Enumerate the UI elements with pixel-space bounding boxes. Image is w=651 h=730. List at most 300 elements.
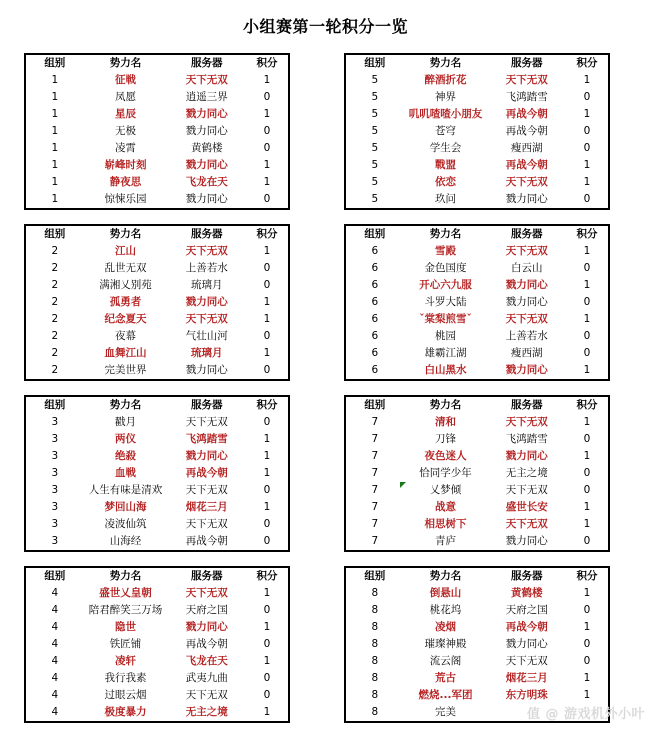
faction-name-cell: 流云阁: [429, 655, 462, 667]
score-cell: 1: [263, 159, 271, 171]
column-header: 积分: [256, 57, 278, 69]
server-cell: 盛世长安: [505, 501, 548, 513]
faction-name-cell: 金色国度: [424, 262, 467, 274]
server-cell: 再战今朝: [505, 108, 548, 120]
group-cell: 6: [371, 279, 379, 291]
faction-name-cell: 夜色迷人: [424, 450, 467, 462]
group-cell: 4: [51, 604, 59, 616]
table-row: [346, 311, 608, 328]
server-cell: 戮力同心: [505, 296, 548, 308]
group-cell: 4: [51, 638, 59, 650]
table-row: [26, 619, 288, 636]
score-cell: 0: [583, 467, 591, 479]
score-cell: 1: [583, 416, 591, 428]
group-cell: 5: [371, 176, 379, 188]
group-cell: 2: [51, 262, 59, 274]
table-row: [26, 362, 288, 379]
group-cell: 2: [51, 245, 59, 257]
score-cell: 0: [263, 193, 271, 205]
server-cell: 戮力同心: [185, 296, 228, 308]
faction-name-cell: 战意: [435, 501, 457, 513]
table-row: [26, 653, 288, 670]
faction-name-cell: 夜幕: [115, 330, 137, 342]
score-cell: 0: [263, 484, 271, 496]
group-cell: 8: [371, 672, 379, 684]
score-cell: 1: [583, 501, 591, 513]
score-cell: 1: [583, 587, 591, 599]
server-cell: 天下无双: [185, 416, 228, 428]
table-row: [26, 328, 288, 345]
table-row: [346, 465, 608, 482]
faction-name-cell: 凤愿: [115, 91, 137, 103]
faction-name-cell: 隐世: [115, 621, 137, 633]
score-cell: 0: [583, 91, 591, 103]
score-cell: 1: [263, 587, 271, 599]
score-cell: 0: [263, 125, 271, 137]
score-cell: 1: [263, 296, 271, 308]
column-header: 势力名: [109, 399, 142, 411]
server-cell: 天府之国: [185, 604, 228, 616]
column-header: 积分: [576, 570, 598, 582]
faction-name-cell: 凌波仙筑: [104, 518, 147, 530]
group-table: [344, 224, 610, 381]
table-row: [26, 533, 288, 550]
table-row: [346, 431, 608, 448]
score-cell: 1: [583, 176, 591, 188]
server-cell: 戮力同心: [185, 621, 228, 633]
server-cell: 天下无双: [505, 313, 548, 325]
header-row: [26, 397, 288, 414]
group-cell: 5: [371, 142, 379, 154]
group-cell: 2: [51, 347, 59, 359]
table-row: [26, 687, 288, 704]
table-row: [346, 328, 608, 345]
group-cell: 2: [51, 296, 59, 308]
server-cell: 琉璃月: [191, 347, 223, 359]
faction-name-cell: 陪君醉笑三万场: [88, 604, 163, 616]
score-cell: 0: [263, 638, 271, 650]
table-row: [346, 602, 608, 619]
faction-name-cell: 桃园: [435, 330, 457, 342]
faction-name-cell: 雄霸江湖: [424, 347, 467, 359]
group-cell: 6: [371, 296, 379, 308]
faction-name-cell: 我行我素: [104, 672, 147, 684]
score-cell: 0: [263, 142, 271, 154]
faction-name-cell: 神界: [435, 91, 457, 103]
group-table: [24, 224, 290, 381]
group-cell: 1: [51, 91, 59, 103]
group-cell: 1: [51, 142, 59, 154]
column-header: 势力名: [429, 57, 462, 69]
table-row: [346, 191, 608, 208]
column-header: 服务器: [511, 228, 543, 240]
table-row: [26, 260, 288, 277]
standings-table: [26, 55, 288, 208]
score-cell: 1: [263, 108, 271, 120]
table-row: [346, 653, 608, 670]
column-header: 势力名: [109, 228, 142, 240]
server-cell: 再战今朝: [185, 638, 228, 650]
standings-table: [26, 568, 288, 721]
score-cell: 0: [583, 604, 591, 616]
table-row: [346, 123, 608, 140]
table-row: [26, 157, 288, 174]
server-cell: 武夷九曲: [185, 672, 228, 684]
header-row: [26, 568, 288, 585]
header-row: [346, 397, 608, 414]
score-cell: 0: [263, 330, 271, 342]
faction-name-cell: 桃花坞: [429, 604, 462, 616]
table-row: [346, 345, 608, 362]
table-row: [26, 585, 288, 602]
score-cell: 1: [583, 672, 591, 684]
group-cell: 5: [371, 159, 379, 171]
faction-name-cell: 斗罗大陆: [424, 296, 467, 308]
faction-name-cell: 人生有味是清欢: [88, 484, 163, 496]
server-cell: 天下无双: [505, 416, 548, 428]
score-cell: 1: [583, 364, 591, 376]
table-row: [26, 123, 288, 140]
server-cell: 天下无双: [505, 484, 548, 496]
table-row: [346, 243, 608, 260]
table-row: [26, 482, 288, 499]
server-cell: 天下无双: [505, 655, 548, 667]
table-row: [346, 585, 608, 602]
faction-name-cell: 凌轩: [115, 655, 137, 667]
column-header: 势力名: [429, 228, 462, 240]
faction-name-cell: 凌烟: [435, 621, 457, 633]
server-cell: 飞龙在天: [185, 176, 228, 188]
server-cell: 飞鸿踏雪: [505, 433, 548, 445]
score-cell: 1: [583, 518, 591, 530]
group-cell: 8: [371, 621, 379, 633]
group-cell: 1: [51, 108, 59, 120]
group-cell: 3: [51, 501, 59, 513]
faction-name-cell: 刀锋: [435, 433, 457, 445]
score-cell: 0: [263, 91, 271, 103]
standings-table: [346, 568, 608, 721]
group-cell: 6: [371, 364, 379, 376]
column-header: 服务器: [511, 570, 543, 582]
faction-name-cell: 完美: [435, 706, 457, 718]
page-title: 小组赛第一轮积分一览: [242, 17, 408, 36]
faction-name-cell: 血舞江山: [104, 347, 147, 359]
server-cell: 飞龙在天: [185, 655, 228, 667]
score-cell: 1: [583, 279, 591, 291]
score-cell: 1: [263, 433, 271, 445]
score-cell: 1: [583, 108, 591, 120]
column-header: 服务器: [191, 228, 223, 240]
column-header: 组别: [44, 399, 66, 411]
server-cell: 黄鹤楼: [511, 587, 543, 599]
group-cell: 4: [51, 689, 59, 701]
table-row: [26, 414, 288, 431]
score-cell: 0: [263, 262, 271, 274]
score-cell: 0: [583, 535, 591, 547]
table-row: [346, 72, 608, 89]
server-cell: 白云山: [511, 262, 543, 274]
column-header: 积分: [256, 399, 278, 411]
server-cell: 烟花三月: [505, 672, 548, 684]
table-row: [346, 533, 608, 550]
server-cell: 再战今朝: [505, 159, 548, 171]
group-cell: 4: [51, 655, 59, 667]
server-cell: 戮力同心: [185, 108, 228, 120]
table-row: [26, 704, 288, 721]
group-cell: 8: [371, 655, 379, 667]
header-row: [26, 226, 288, 243]
server-cell: 天下无双: [185, 245, 228, 257]
group-cell: 7: [371, 450, 379, 462]
faction-name-cell: 璀璨神殿: [424, 638, 467, 650]
group-cell: 2: [51, 330, 59, 342]
faction-name-cell: 凌霄: [115, 142, 137, 154]
watermark: 值 @ 游戏机外小叶: [526, 707, 645, 722]
score-cell: 0: [583, 193, 591, 205]
group-table: [344, 53, 610, 210]
table-row: [26, 140, 288, 157]
group-cell: 5: [371, 193, 379, 205]
standings-table: [346, 55, 608, 208]
table-row: [26, 431, 288, 448]
table-row: [346, 157, 608, 174]
server-cell: 戮力同心: [505, 364, 548, 376]
server-cell: 戮力同心: [185, 193, 228, 205]
faction-name-cell: 绝殺: [115, 450, 137, 462]
faction-name-cell: 清和: [435, 416, 457, 428]
table-row: [346, 294, 608, 311]
group-table: [24, 566, 290, 723]
faction-name-cell: 相思树下: [424, 518, 467, 530]
column-header: 积分: [576, 228, 598, 240]
group-cell: 3: [51, 433, 59, 445]
score-cell: 0: [263, 416, 271, 428]
faction-name-cell: 白山黑水: [424, 364, 467, 376]
column-header: 势力名: [429, 399, 462, 411]
group-cell: 6: [371, 245, 379, 257]
group-cell: 5: [371, 91, 379, 103]
column-header: 组别: [364, 228, 386, 240]
group-cell: 6: [371, 347, 379, 359]
faction-name-cell: 过眼云烟: [104, 689, 147, 701]
faction-name-cell: 纪念夏天: [104, 313, 147, 325]
group-cell: 6: [371, 313, 379, 325]
server-cell: 上善若水: [185, 262, 228, 274]
group-cell: 1: [51, 193, 59, 205]
column-header: 组别: [44, 57, 66, 69]
score-cell: 0: [583, 347, 591, 359]
server-cell: 天下无双: [505, 518, 548, 530]
group-cell: 3: [51, 450, 59, 462]
group-table: [344, 566, 610, 723]
group-cell: 8: [371, 689, 379, 701]
server-cell: 再战今朝: [505, 621, 548, 633]
group-cell: 4: [51, 672, 59, 684]
faction-name-cell: 惊悚乐园: [104, 193, 147, 205]
server-cell: 东方明珠: [505, 689, 548, 701]
score-cell: 1: [263, 706, 271, 718]
server-cell: 戮力同心: [185, 125, 228, 137]
group-cell: 8: [371, 587, 379, 599]
faction-name-cell: 苍穹: [435, 125, 457, 137]
table-row: [346, 362, 608, 379]
server-cell: 瘦西湖: [511, 347, 543, 359]
faction-name-cell: 雪殿: [435, 245, 457, 257]
table-row: [26, 448, 288, 465]
table-row: [346, 106, 608, 123]
server-cell: 黄鹤楼: [191, 142, 223, 154]
group-cell: 8: [371, 638, 379, 650]
server-cell: 天下无双: [505, 176, 548, 188]
score-cell: 0: [263, 535, 271, 547]
faction-name-cell: 乱世无双: [104, 262, 147, 274]
faction-name-cell: 玖问: [435, 193, 457, 205]
faction-name-cell: 无极: [115, 125, 137, 137]
faction-name-cell: 燃烧...军团: [418, 689, 473, 701]
header-row: [346, 226, 608, 243]
server-cell: 戮力同心: [505, 193, 548, 205]
header-row: [346, 55, 608, 72]
column-header: 积分: [576, 399, 598, 411]
score-cell: 0: [583, 262, 591, 274]
server-cell: 天下无双: [505, 245, 548, 257]
group-table: [344, 395, 610, 552]
group-cell: 3: [51, 416, 59, 428]
score-cell: 1: [583, 313, 591, 325]
table-row: [26, 191, 288, 208]
server-cell: 天府之国: [505, 604, 548, 616]
faction-name-cell: 青庐: [435, 535, 457, 547]
server-cell: 戮力同心: [505, 279, 548, 291]
faction-name-cell: 依恋: [435, 176, 457, 188]
group-cell: 1: [51, 74, 59, 86]
faction-name-cell: 戰盟: [435, 159, 457, 171]
faction-name-cell: 荒古: [435, 672, 457, 684]
table-row: [346, 260, 608, 277]
faction-name-cell: 戳月: [115, 416, 137, 428]
score-cell: 0: [263, 279, 271, 291]
table-row: [26, 106, 288, 123]
faction-name-cell: 征戦: [115, 74, 137, 86]
column-header: 组别: [364, 399, 386, 411]
server-cell: 再战今朝: [185, 535, 228, 547]
table-row: [26, 602, 288, 619]
group-cell: 2: [51, 279, 59, 291]
faction-name-cell: 崭峰时刻: [104, 159, 147, 171]
table-row: [346, 516, 608, 533]
table-row: [26, 72, 288, 89]
faction-name-cell: 乂梦倾: [429, 484, 462, 496]
table-row: [26, 499, 288, 516]
table-row: [26, 345, 288, 362]
table-row: [346, 636, 608, 653]
score-cell: 1: [263, 450, 271, 462]
server-cell: [487, 704, 566, 721]
header-row: [26, 55, 288, 72]
column-header: 服务器: [191, 399, 223, 411]
server-cell: 戮力同心: [505, 638, 548, 650]
server-cell: 戮力同心: [185, 159, 228, 171]
server-cell: 逍遥三界: [185, 91, 228, 103]
server-cell: 天下无双: [185, 587, 228, 599]
group-cell: 1: [51, 159, 59, 171]
server-cell: 瘦西湖: [511, 142, 543, 154]
server-cell: 天下无双: [505, 74, 548, 86]
group-cell: 7: [371, 484, 379, 496]
table-row: [26, 516, 288, 533]
table-row: [346, 448, 608, 465]
group-cell: 7: [371, 467, 379, 479]
score-cell: 1: [263, 245, 271, 257]
server-cell: 戮力同心: [505, 535, 548, 547]
score-cell: 1: [583, 159, 591, 171]
group-cell: 6: [371, 262, 379, 274]
faction-name-cell: 血戦: [115, 467, 137, 479]
score-cell: 1: [263, 176, 271, 188]
column-header: 积分: [256, 570, 278, 582]
column-header: 服务器: [511, 399, 543, 411]
cell-comment-marker: [400, 482, 406, 488]
score-cell: 1: [583, 689, 591, 701]
column-header: 服务器: [191, 570, 223, 582]
column-header: 积分: [256, 228, 278, 240]
group-cell: 2: [51, 313, 59, 325]
server-cell: 天下无双: [185, 689, 228, 701]
score-cell: 0: [583, 655, 591, 667]
group-cell: 5: [371, 125, 379, 137]
table-row: [26, 174, 288, 191]
table-row: [346, 499, 608, 516]
group-cell: 1: [51, 176, 59, 188]
score-cell: 0: [583, 638, 591, 650]
group-cell: 2: [51, 364, 59, 376]
column-header: 势力名: [109, 570, 142, 582]
standings-table: [26, 397, 288, 550]
score-cell: 1: [263, 467, 271, 479]
faction-name-cell: 醉酒折花: [424, 74, 467, 86]
faction-name-cell: 盛世乂皇朝: [99, 587, 152, 599]
server-cell: 无主之境: [505, 467, 548, 479]
column-header: 服务器: [511, 57, 543, 69]
column-header: 组别: [364, 570, 386, 582]
server-cell: 天下无双: [185, 74, 228, 86]
table-row: [26, 89, 288, 106]
column-header: 服务器: [191, 57, 223, 69]
standings-table: [346, 397, 608, 550]
score-cell: 0: [583, 433, 591, 445]
group-cell: 3: [51, 518, 59, 530]
group-cell: 7: [371, 416, 379, 428]
table-row: [346, 89, 608, 106]
server-cell: 戮力同心: [505, 450, 548, 462]
server-cell: 烟花三月: [185, 501, 228, 513]
score-cell: 0: [263, 604, 271, 616]
column-header: 组别: [364, 57, 386, 69]
score-cell: 0: [583, 330, 591, 342]
faction-name-cell: 江山: [115, 245, 137, 257]
server-cell: 上善若水: [505, 330, 548, 342]
score-cell: [566, 704, 608, 721]
score-cell: 1: [263, 501, 271, 513]
faction-name-cell: 学生会: [429, 142, 462, 154]
table-row: [346, 619, 608, 636]
score-cell: 1: [263, 621, 271, 633]
score-cell: 1: [263, 655, 271, 667]
group-cell: 7: [371, 535, 379, 547]
server-cell: 戮力同心: [185, 364, 228, 376]
column-header: 势力名: [109, 57, 142, 69]
group-cell: 5: [371, 108, 379, 120]
